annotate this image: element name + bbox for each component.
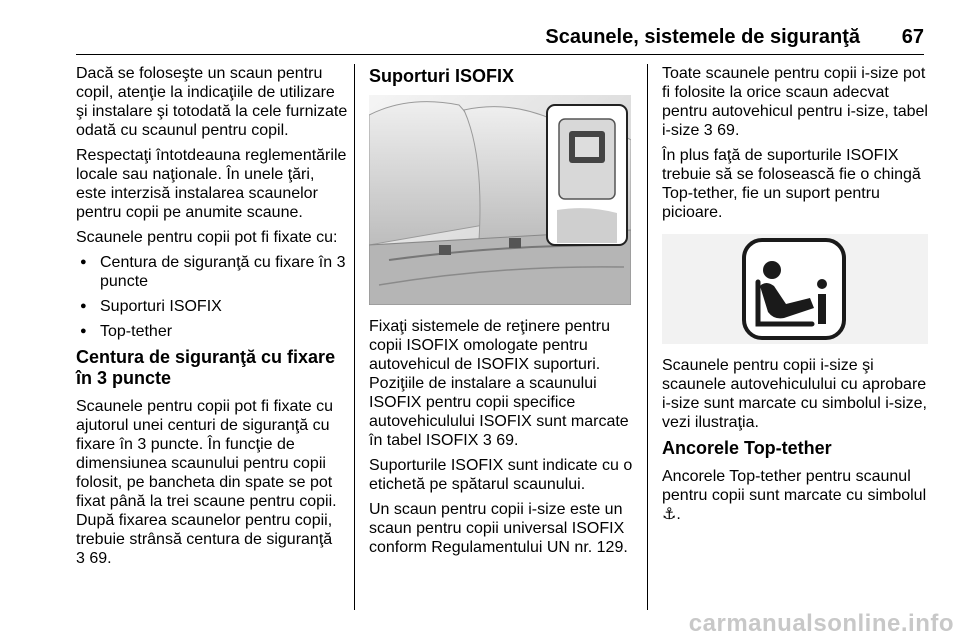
heading-three-point-belt: Centura de siguranţă cu fixare în 3 puncte [76,347,336,388]
paragraph-three-point-belt: Scaunele pentru copii pot fi fixate cu ajutorul unei centuri de siguranţă cu fixare în 3 puncte. În funcţie de dimensiunea scaunului pentru copii folosit, pe bancheta din spate se pot fixat până la trei scaune pentru copii. După fixarea scaunelor pentru copii, trebuie strânsă centura de siguranţă 3 69. [76,398,337,567]
paragraph-top-tether: Ancorele Top-tether pentru scaunul pentru copii sunt marcate cu simbolul ⚓︎. [662,468,927,523]
paragraph-regulations: Respectaţi întotdeauna reglementările locale sau naţionale. În unele ţări, este interzisă instalarea scaunelor pentru copii pe anumite scaune. [76,147,347,221]
paragraph-isize-definition: Un scaun pentru copii i-size este un scaun pentru copii universal ISOFIX conform Regulamentului UN nr. 129. [369,501,628,556]
page-reference-link[interactable]: 3 69. [482,432,519,449]
paragraph-top-tether-support: În plus faţă de suporturile ISOFIX trebuie să se folosească fie o chingă Top-tether, fie un suport pentru picioare. [662,147,921,221]
column-middle [369,64,635,563]
header-divider [76,54,924,55]
top-tether-anchor-icon: ⚓︎. [662,506,681,523]
list-item: ● Top-tether [76,322,348,341]
paragraph-isofix-label: Suporturile ISOFIX sunt indicate cu o etichetă pe spătarul scaunului. [369,457,633,493]
page-reference-link[interactable]: 3 69. [76,550,112,567]
page-number: 67 [901,26,924,48]
column-divider-left [354,64,355,610]
isize-symbol-icon [662,234,928,344]
paragraph-isize-marking: Scaunele pentru copii i-size şi scaunele autovehiculului cu aprobare i-size sunt marcate cu simbolul i-size, vezi ilustraţia. [662,357,927,431]
paragraph-isize-usage: Toate scaunele pentru copii i-size pot fi folosite la orice scaun adecvat pentru autovehicul pentru i-size, tabel i-size 3 69. [662,65,928,139]
list-item: ● Centura de siguranţă cu fixare în 3 puncte [76,253,348,291]
column-right [662,64,928,530]
page-title: Scaunele, sistemele de siguranţă [545,26,860,48]
page-header [0,0,960,58]
page-reference-link[interactable]: 3 69. [703,122,740,139]
list-item: ● Suporturi ISOFIX [76,297,348,316]
watermark: carmanualsonline.info [688,610,954,637]
heading-top-tether: Ancorele Top-tether [662,438,832,458]
paragraph-fixing-methods: Scaunele pentru copii pot fi fixate cu: [76,229,338,246]
column-divider-right [647,64,648,610]
fixing-methods-list [76,253,348,341]
paragraph-isofix-fixing: Fixaţi sistemele de reţinere pentru copii ISOFIX omologate pentru autovehicul de ISOFIX suporturi. Poziţiile de instalare a scaunului ISOFIX pentru copii specifice autovehiculului ISOFIX sunt marcate în tabel ISOFIX 3 69. [369,318,629,449]
heading-isofix: Suporturi ISOFIX [369,66,515,86]
rear-seat-isofix-photo [369,95,631,305]
column-left [76,64,348,574]
paragraph-usage: Dacă se foloseşte un scaun pentru copil, atenţie la indicaţiile de utilizare şi instalare şi totodată la cele furnizate odată cu scaunul pentru copil. [76,65,348,139]
